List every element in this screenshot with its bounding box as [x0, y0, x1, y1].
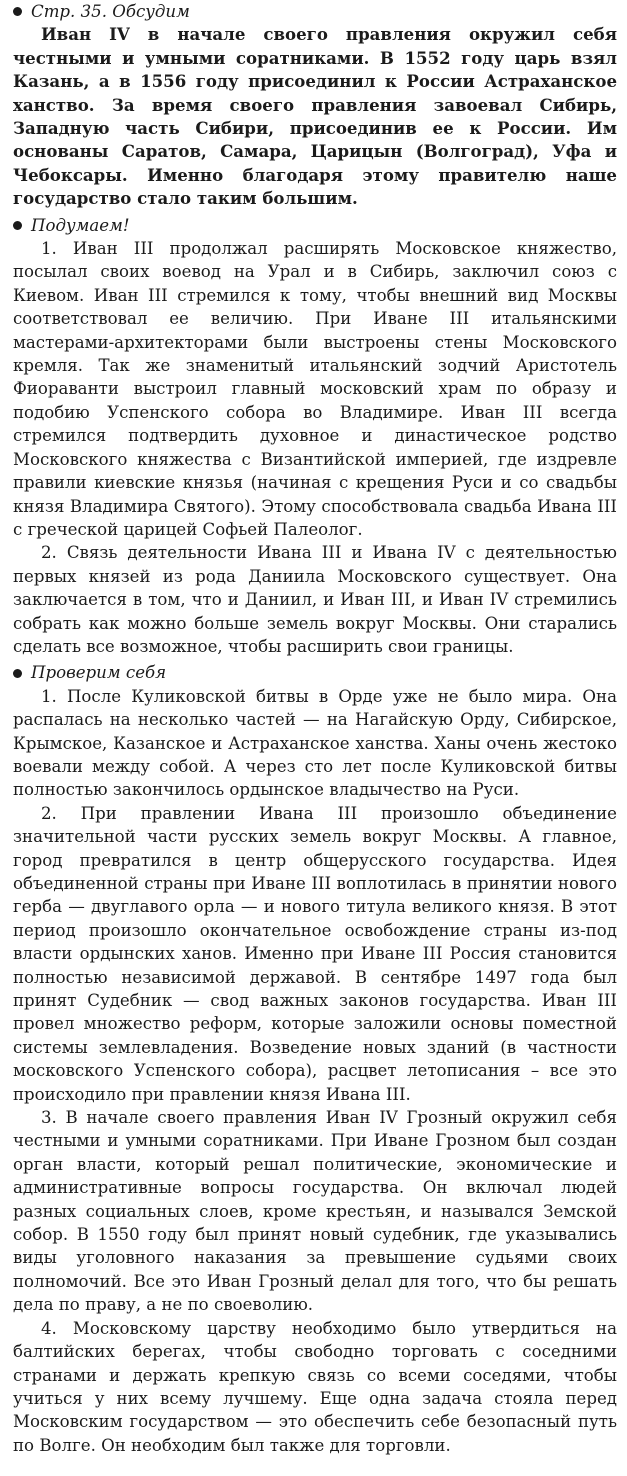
bullet-icon — [13, 7, 22, 16]
section-heading-check — [13, 661, 617, 684]
check-paragraph-2: 2. При правлении Ивана III произошло объединение значительной части русских земель вокруг Москвы. А главное, город превратился в центр общерусского государства. Идея объединенной страны при Иване III воплотилась в принятии нового герба — двуглавого орла — и нового титула великого князя. В этот период произошло окончательное освобождение страны из-под власти ордынских ханов. Именно при Иване III Россия становится полностью независимой державой. В сентябре 1497 года был принят Судебник — свод важных законов государства. Иван III провел множество реформ, которые заложили основы поместной системы землевладения. Возведение новых зданий (в частности московского Успенского собора), расцвет летописания – все это происходило при правлении князя Ивана III. — [13, 803, 617, 1104]
check-paragraph-4: 4. Московскому царству необходимо было утвердиться на балтийских берегах, чтобы свободно торговать с соседними странами и держать крепкую связь со всеми соседями, чтобы учиться у них всему лучшему. Еще одна задача стояла перед Московским государством — это обеспечить себе безопасный путь по Волге. Он необходим был также для торговли. — [13, 1318, 617, 1455]
check-paragraph-1: 1. После Куликовской битвы в Орде уже не было мира. Она распалась на несколько частей — на Нагайскую Орду, Сибирское, Крымское, Казанское и Астраханское ханства. Ханы очень жестоко воевали между собой. А через сто лет после Куликовской битвы полностью закончилось ордынское владычество на Руси. — [13, 686, 617, 800]
think-paragraph-1: 1. Иван III продолжал расширять Московское княжество, посылал своих воевод на Урал и в Сибирь, заключил союз с Киевом. Иван III стремился к тому, чтобы внешний вид Москвы соответствовал ее величию. При Иване III итальянскими мастерами-архитекторами были выстроены стены Московского кремля. Так же знаменитый итальянский зодчий Аристотель Фиораванти выстроил главный московский храм по образу и подобию Успенского собора во Владимире. Иван III всегда стремился подтвердить духовное и династическое родство Московского княжества с Византийской империей, где издревле правили киевские князья (начиная с крещения Руси и со свадьбы князя Владимира Святого). Этому способствовала свадьба Ивана III с греческой царицей Софьей Палеолог. — [13, 239, 617, 539]
heading-discuss-text: Стр. 35. Обсудим — [31, 2, 190, 21]
think-paragraph-2: 2. Связь деятельности Ивана III и Ивана IV с деятельностью первых князей из рода Даниила Московского существует. Она заключается в том, что и Даниил, и Иван III, и Иван IV стремились собрать как можно больше земель вокруг Москвы. Они старались сделать все возможное, чтобы расширить свои границы. — [13, 543, 617, 656]
heading-think-text: Подумаем! — [31, 215, 130, 235]
section-heading-discuss — [13, 0, 617, 23]
section-heading-think — [13, 214, 617, 237]
bullet-icon — [13, 669, 22, 678]
heading-check-text: Проверим себя — [31, 663, 167, 683]
bullet-icon — [13, 221, 22, 230]
discuss-paragraph: Иван IV в начале своего правления окружил себя честными и умными соратниками. В 1552 году царь взял Казань, а в 1556 году присоединил к России Астраханское ханство. За время своего правления завоевал Сибирь, Западную часть Сибири, присоединив ее к России. Им основаны Саратов, Самара, Царицын (Волгоград), Уфа и Чебоксары. Именно благодаря этому правителю наше государство стало таким большим. — [13, 24, 617, 209]
check-paragraph-3: 3. В начале своего правления Иван IV Грозный окружил себя честными и умными соратниками. При Иване Грозном был создан орган власти, который решал политические, экономические и административные вопросы государства. Он включал людей разных социальных слоев, кроме крестьян, и назывался Земской собор. В 1550 году был принят новый судебник, где указывались виды уголовного наказания за превышение судьями своих полномочий. Все это Иван Грозный делал для того, что бы решать дела по праву, а не по своеволию. — [13, 1108, 617, 1315]
